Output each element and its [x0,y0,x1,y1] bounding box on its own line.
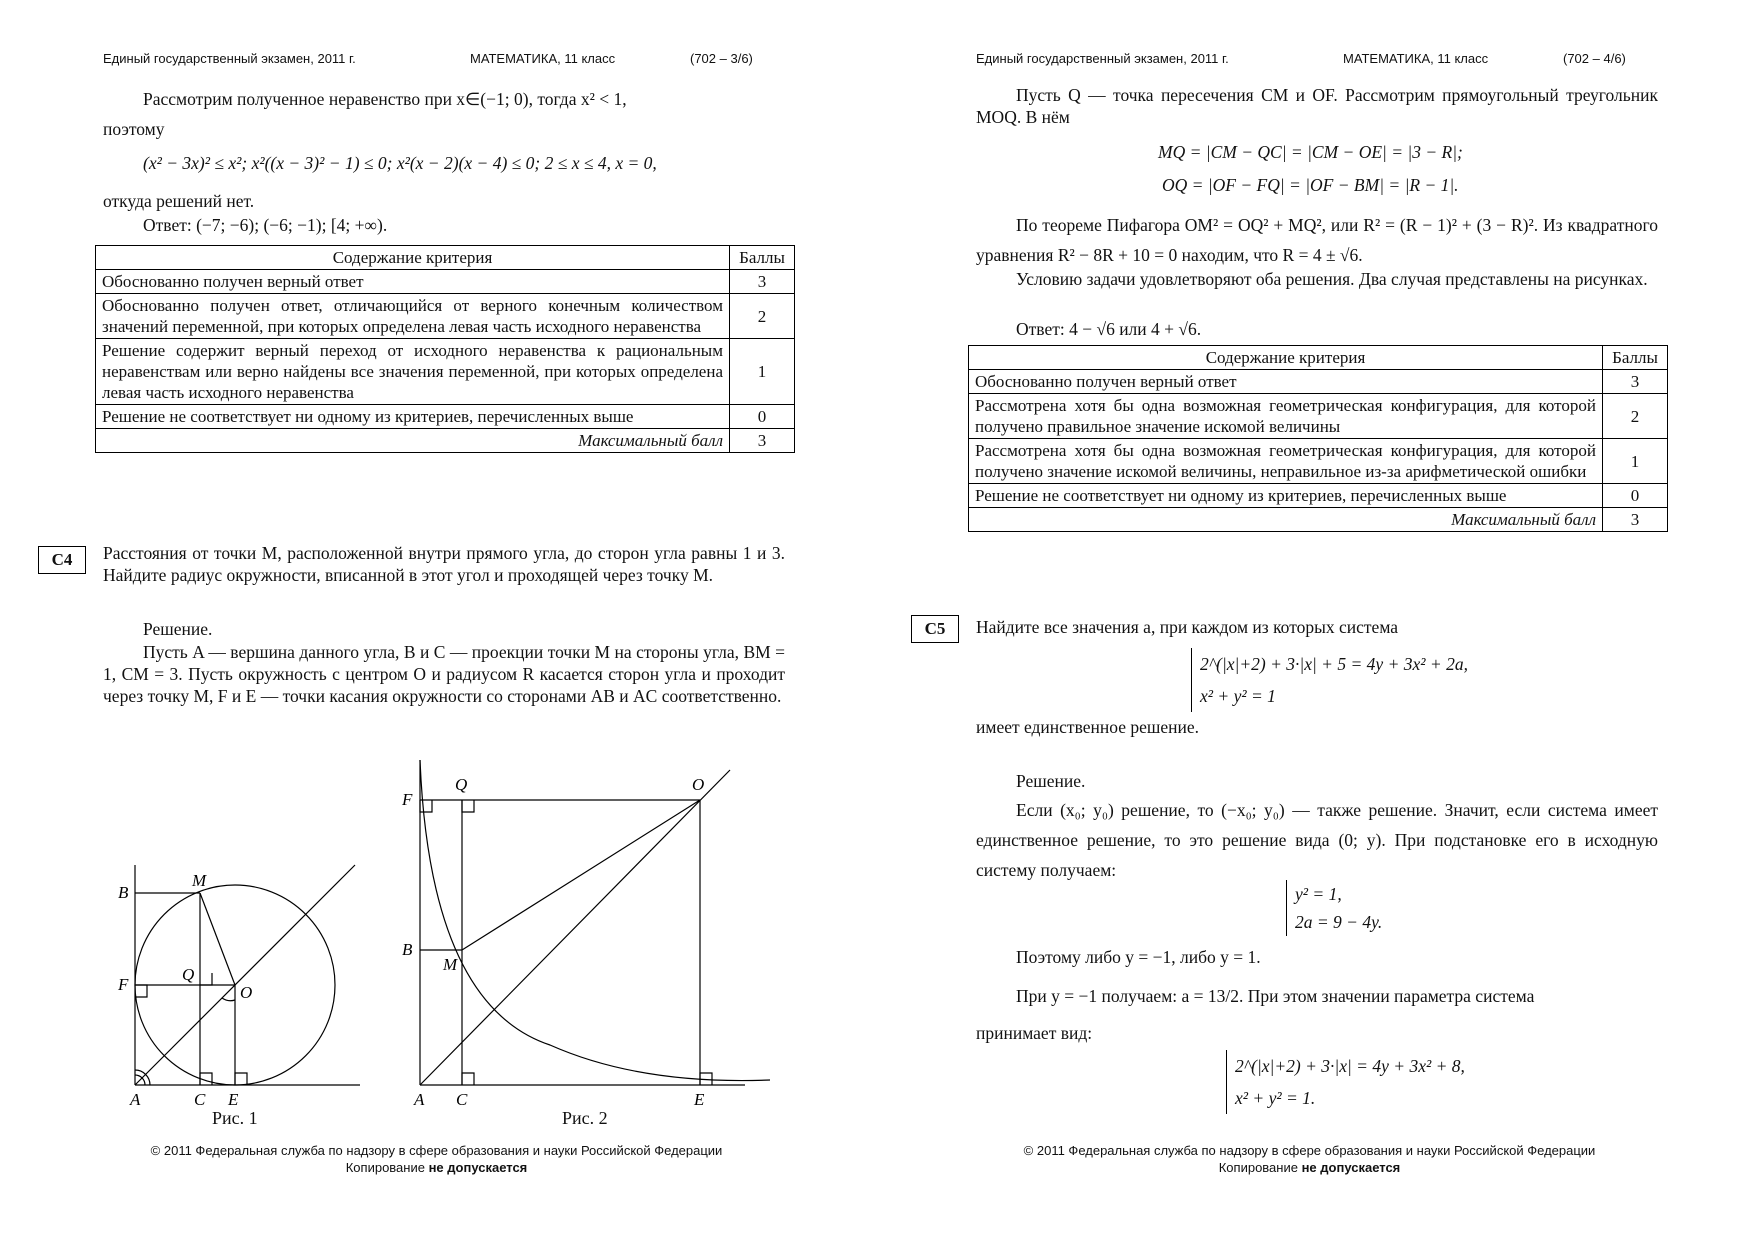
criteria-cell: Рассмотрена хотя бы одна возможная геометрическая конфигурация, для которой получено правильное значение искомой величины [969,394,1603,439]
table-row [969,370,1668,394]
footer-left [0,1142,873,1176]
fig2-bisector [420,770,730,1085]
intro-cont: поэтому [103,119,165,139]
header-exam: Единый государственный экзамен, 2011 г. [976,51,1229,66]
table-row [96,339,795,405]
fig2-label-e: E [694,1090,705,1109]
fig2-label-a: A [414,1090,425,1109]
table-row-max [96,429,795,453]
c5-solution-label: Решение. [1016,771,1086,791]
criteria-header: Содержание критерия [969,346,1603,370]
table-row [969,394,1668,439]
header-code: (702 – 3/6) [690,51,753,66]
fig1-mo [200,893,235,985]
task-tag-c5: C5 [911,615,959,643]
fig1-caption: Рис. 1 [212,1108,258,1128]
criteria-table-right [968,345,1668,532]
criteria-cell: Рассмотрена хотя бы одна возможная геометрическая конфигурация, для которой получено значение искомой величины, неправильное из-за арифметической ошибки [969,439,1603,484]
fig2-label-b: B [402,940,413,959]
fig1-label-c: C [194,1090,206,1109]
table-row [96,294,795,339]
fig2-label-m: M [443,955,458,974]
no-solutions-text: откуда решений нет. [103,191,255,211]
criteria-cell: Обоснованно получен верный ответ [969,370,1603,394]
criteria-cell: Решение не соответствует ни одному из критериев, перечисленных выше [96,405,730,429]
mq-line: MQ = |CM − QC| = |CM − OE| = |3 − R|; [1158,142,1463,162]
fig1-right-angle-e [235,1073,247,1085]
header-subject: МАТЕМАТИКА, 11 класс [1343,51,1489,66]
fig2-mo [462,800,700,950]
criteria-cell: Обоснованно получен верный ответ [96,270,730,294]
c5-either-text: Поэтому либо y = −1, либо y = 1. [1016,947,1261,967]
c5-solution-text: Если (x₀; y₀) решение, то (−x₀; y₀) — также решение. Значит, если система имеет единственное решение, то это решение вида (0; y). При подстановке его в исходную систему получаем: [976,800,1658,880]
c5-final-system [1226,1050,1465,1114]
c5-subst-eq2: 2a = 9 − 4y. [1295,912,1383,932]
points-cell: 0 [1603,484,1668,508]
points-cell: 0 [730,405,795,429]
c5-final-eq1: 2^(|x|+2) + 3·|x| = 4y + 3x² + 8, [1235,1056,1465,1076]
formula-line: (x² − 3x)² ≤ x²; x²((x − 3)² − 1) ≤ 0; x²(x − 2)(x − 4) ≤ 0; 2 ≤ x ≤ 4, x = 0, [143,153,657,173]
footer-copy-prefix: Копирование [1218,1160,1302,1175]
footer-copyright: © 2011 Федеральная служба по надзору в сфере образования и науки Российской Федерации [1023,1143,1596,1158]
criteria-header: Содержание критерия [96,246,730,270]
max-score-label: Максимальный балл [96,429,730,453]
c4-solution-label: Решение. [143,619,213,639]
points-cell: 2 [1603,394,1668,439]
fig1-label-f: F [118,975,129,994]
footer-copy-bold: не допускается [428,1160,528,1175]
points-cell: 1 [730,339,795,405]
points-header: Баллы [1603,346,1668,370]
c5-unique-text: имеет единственное решение. [976,717,1199,737]
footer-copyright: © 2011 Федеральная служба по надзору в сфере образования и науки Российской Федерации [150,1143,723,1158]
table-row [96,405,795,429]
both-solutions-text: Условию задачи удовлетворяют оба решения. Два случая представлены на рисунках. [1016,269,1648,289]
footer-copy-notice [873,1159,1746,1176]
page-left [0,0,873,1239]
fig2-right-angle-f [420,800,432,812]
max-score-value: 3 [730,429,795,453]
fig1-label-q: Q [182,965,195,984]
fig1-label-e: E [228,1090,239,1109]
header-code: (702 – 4/6) [1563,51,1626,66]
table-row [96,270,795,294]
answer-line: Ответ: (−7; −6); (−6; −1); [4; +∞). [143,215,388,235]
pythagoras-text: По теореме Пифагора OM² = OQ² + MQ², или R² = (R − 1)² + (3 − R)². Из квадратного уравнения R² − 8R + 10 = 0 находим, что R = 4 ± √6. [976,215,1658,265]
c5-statement: Найдите все значения a, при каждом из которых система [976,617,1399,637]
points-cell: 3 [730,270,795,294]
points-cell: 3 [1603,370,1668,394]
criteria-cell: Решение содержит верный переход от исходного неравенства к рациональным неравенствам или верно найдены все значения переменной, при которых определена левая часть исходного неравенства [96,339,730,405]
table-row [969,439,1668,484]
table-row [969,484,1668,508]
fig1-label-m: M [192,871,207,890]
oq-line: OQ = |OF − FQ| = |OF − BM| = |R − 1|. [1162,175,1459,195]
points-cell: 2 [730,294,795,339]
footer-right [873,1142,1746,1176]
points-cell: 1 [1603,439,1668,484]
fig1-angle-arc-o [222,998,235,1001]
page-right [873,0,1746,1239]
c5-takes-form: принимает вид: [976,1023,1093,1043]
fig2-label-q: Q [455,775,468,794]
figure-1 [110,850,360,1110]
c5-subst-eq1: y² = 1, [1295,884,1342,904]
points-header: Баллы [730,246,795,270]
fig1-label-b: B [118,883,129,902]
fig1-bisector [135,865,355,1085]
footer-copy-prefix: Копирование [345,1160,429,1175]
c5-when-text: При y = −1 получаем: a = 13/2. При этом значении параметра система [1016,986,1535,1006]
c5-system [1191,648,1468,712]
c4-solution-text: Пусть A — вершина данного угла, B и C — проекции точки M на стороны угла, BM = 1, CM = 3. Пусть окружность с центром O и радиусом R касается сторон угла и проходит через точку M, F и E — точки касания окружности со сторонами AB и AC соответственно. [103,642,785,706]
max-score-value: 3 [1603,508,1668,532]
fig2-right-angle-c [462,1073,474,1085]
header-exam: Единый государственный экзамен, 2011 г. [103,51,356,66]
criteria-cell: Обоснованно получен ответ, отличающийся от верного конечным количеством значений переменной, при которых определена левая часть исходного неравенства [96,294,730,339]
footer-copy-bold: не допускается [1301,1160,1401,1175]
header-subject: МАТЕМАТИКА, 11 класс [470,51,616,66]
c5-system-eq2: x² + y² = 1 [1200,686,1276,706]
fig1-right-angle-q [200,973,212,985]
q-text: Пусть Q — точка пересечения CM и OF. Рассмотрим прямоугольный треугольник MOQ. В нём [976,85,1658,127]
intro-line: Рассмотрим полученное неравенство при x∈(−1; 0), тогда x² < 1, [143,89,627,109]
c5-final-eq2: x² + y² = 1. [1235,1088,1316,1108]
fig2-label-o: O [692,775,705,794]
fig1-label-a: A [130,1090,141,1109]
fig2-right-angle-q [462,800,474,812]
footer-copy-notice [0,1159,873,1176]
table-row-max [969,508,1668,532]
fig2-label-f: F [402,790,413,809]
fig1-right-angle-f [135,985,147,997]
c4-statement: Расстояния от точки M, расположенной внутри прямого угла, до сторон угла равны 1 и 3. Найдите радиус окружности, вписанной в этот угол и проходящей через точку M. [103,543,785,585]
max-score-label: Максимальный балл [969,508,1603,532]
fig1-label-o: O [240,983,253,1002]
criteria-table-left [95,245,795,453]
c5-subst-system [1286,880,1382,936]
fig2-label-c: C [456,1090,468,1109]
c5-system-eq1: 2^(|x|+2) + 3·|x| + 5 = 4y + 3x² + 2a, [1200,654,1468,674]
criteria-cell: Решение не соответствует ни одному из критериев, перечисленных выше [969,484,1603,508]
figure-2 [400,745,780,1110]
answer-line: Ответ: 4 − √6 или 4 + √6. [1016,319,1202,339]
fig2-caption: Рис. 2 [562,1108,608,1128]
task-tag-c4: C4 [38,546,86,574]
